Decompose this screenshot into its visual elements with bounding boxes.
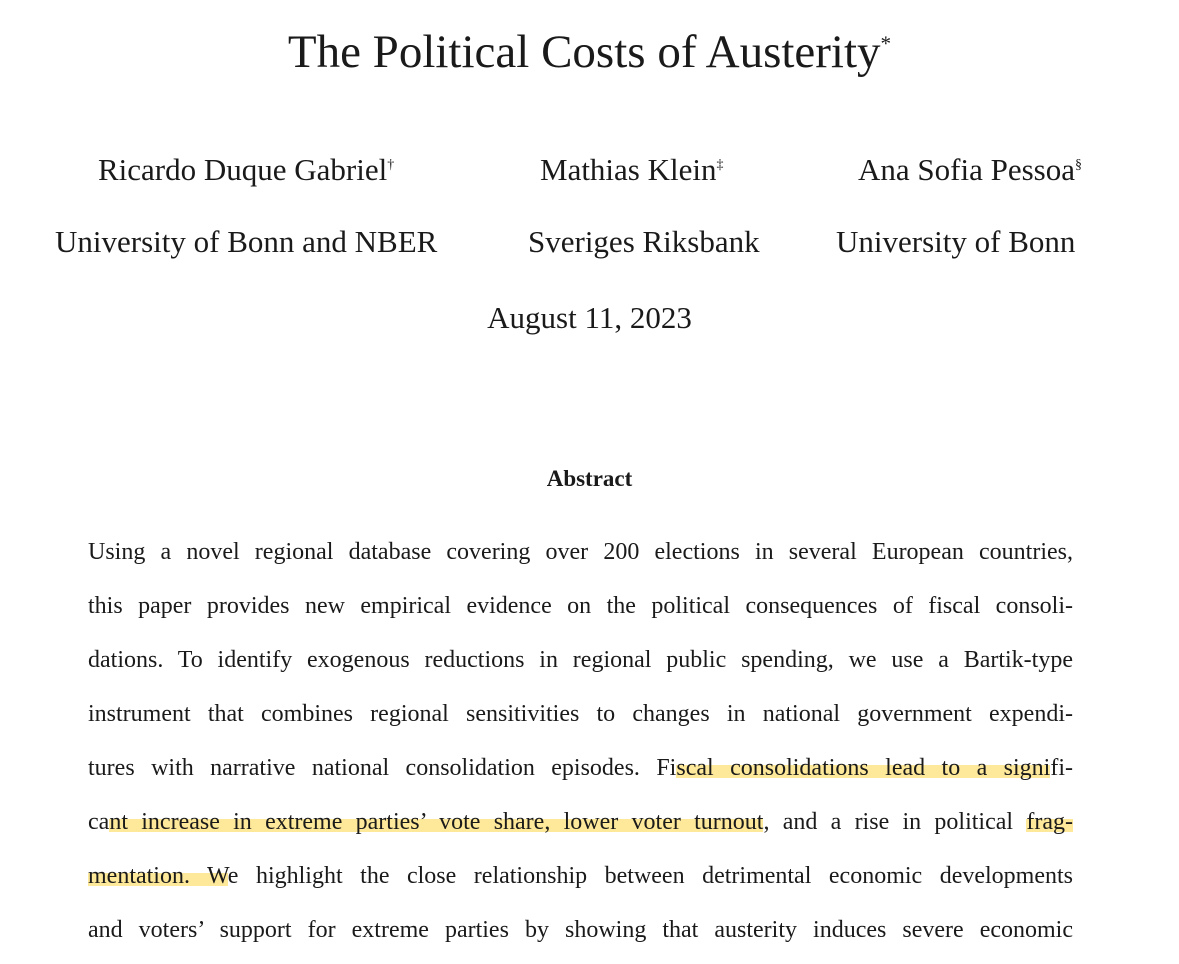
abstract-line: dations. To identify exogenous reductions in regional public spending, we use a Bartik-type — [88, 647, 1073, 673]
highlighted-text: mentation. W — [88, 863, 228, 889]
affiliation-list — [0, 222, 1179, 262]
paper-title — [0, 22, 1179, 82]
abstract-line: tures with narrative national consolidation episodes. Fiscal consolidations lead to a signifi- — [88, 755, 1074, 781]
affiliation-1: University of Bonn and NBER — [55, 224, 438, 259]
author-list — [0, 150, 1179, 190]
abstract-line: mentation. We highlight the close relationship between detrimental economic developments — [88, 863, 1073, 889]
abstract-heading: Abstract — [546, 466, 633, 491]
author-name: Ricardo Duque Gabriel — [98, 152, 388, 187]
paper-date: August 11, 2023 — [487, 300, 692, 335]
abstract-line: cant increase in extreme parties’ vote share, lower voter turnout, and a rise in political frag- — [88, 809, 1073, 835]
author-footnote-mark: § — [1074, 157, 1082, 173]
affiliation-3: University of Bonn — [836, 224, 1076, 259]
abstract-line: Using a novel regional database covering over 200 elections in several European countries, — [88, 539, 1073, 565]
author-name: Mathias Klein — [540, 152, 717, 187]
title-footnote-mark: * — [880, 31, 892, 56]
abstract-line: this paper provides new empirical evidence on the political consequences of fiscal consoli- — [88, 593, 1073, 619]
author-2 — [540, 150, 723, 190]
abstract-line: instrument that combines regional sensitivities to changes in national government expendi- — [88, 701, 1073, 727]
author-footnote-mark: † — [387, 157, 395, 173]
affiliation-2: Sveriges Riksbank — [528, 224, 760, 259]
highlighted-text: scal consolidations lead to a signi — [676, 755, 1051, 781]
author-1 — [98, 150, 394, 190]
abstract-body — [88, 532, 1073, 964]
author-footnote-mark: ‡ — [716, 157, 724, 173]
title-text: The Political Costs of Austerity — [287, 26, 881, 78]
highlighted-text: nt increase in extreme parties’ vote share, lower voter turnout — [109, 809, 764, 835]
abstract-line: and voters’ support for extreme parties by showing that austerity induces severe economic — [88, 917, 1073, 943]
highlighted-text: frag- — [1026, 809, 1073, 835]
author-3 — [858, 150, 1082, 190]
author-name: Ana Sofia Pessoa — [858, 152, 1075, 187]
